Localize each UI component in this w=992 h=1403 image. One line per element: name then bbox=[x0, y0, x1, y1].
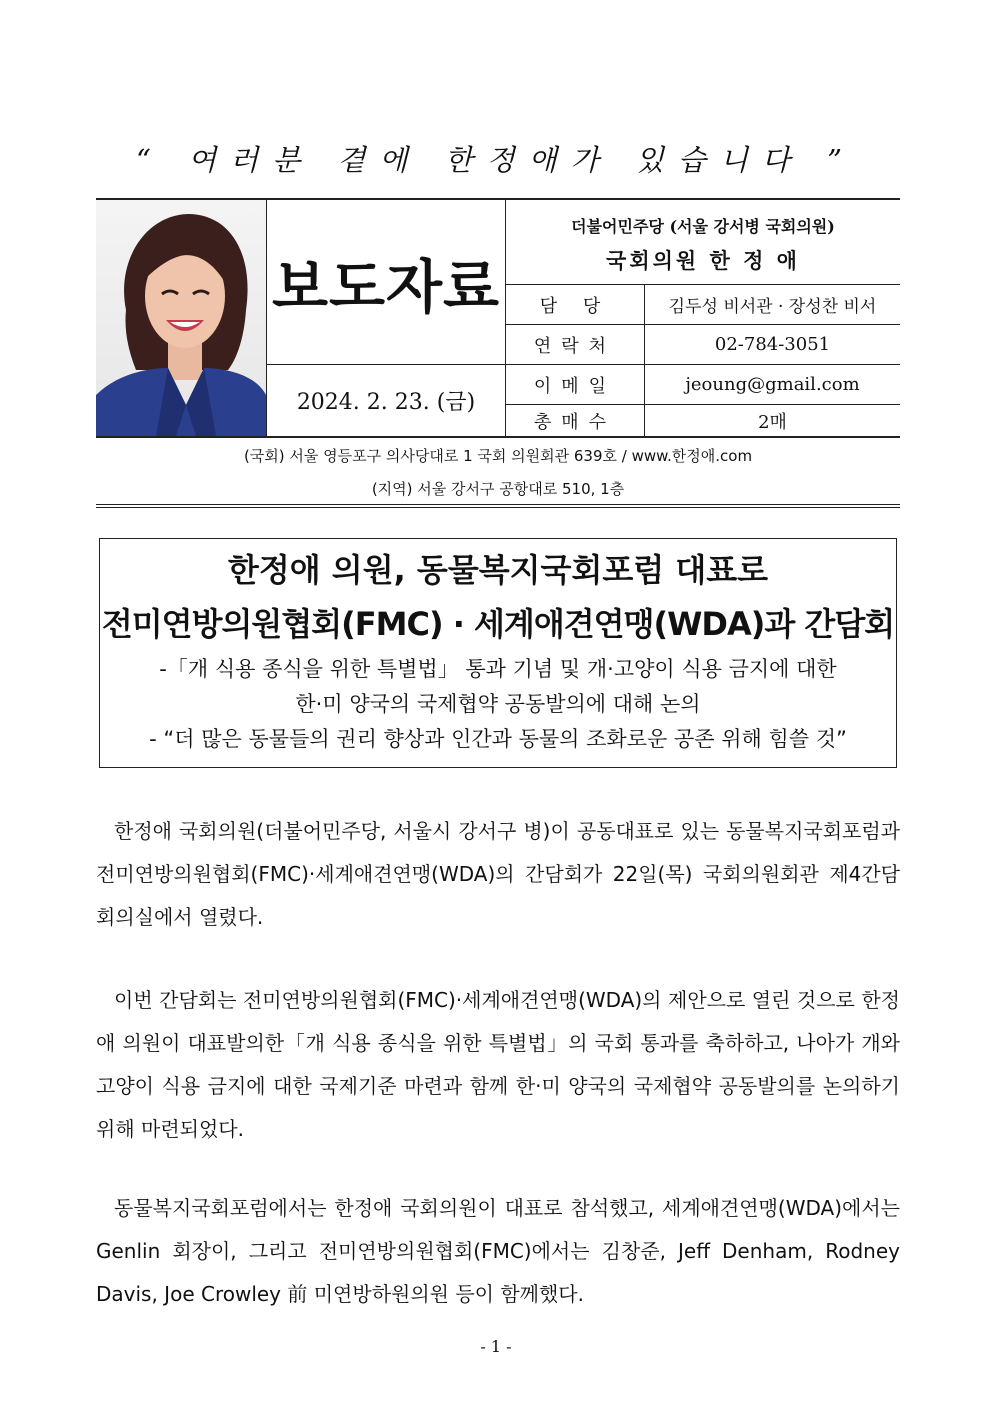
headline-box bbox=[99, 538, 897, 768]
info-value: 김두성 비서관 · 장성찬 비서 bbox=[668, 297, 877, 317]
info-row-page-count bbox=[506, 405, 900, 436]
info-label: 총매수 bbox=[506, 405, 645, 436]
subheadline-3: - “더 많은 동물들의 권리 향상과 인간과 동물의 조화로운 공존 위해 힘쓸 것” bbox=[149, 727, 847, 751]
info-label: 연락처 bbox=[506, 325, 645, 364]
info-label: 이메일 bbox=[506, 365, 645, 404]
body-paragraph-3: 동물복지국회포럼에서는 한정애 국회의원이 대표로 참석했고, 세계애견연맹(WDA)에서는 Genlin 회장이, 그리고 전미연방의원협회(FMC)에서는 김창준, Jeff Denham, Rodney Davis, Joe Crowley 前 미연방하원의원 등이 함께했다. bbox=[96, 1196, 900, 1306]
address-local-office: (지역) 서울 강서구 공항대로 510, 1층 bbox=[371, 480, 625, 498]
subheadline-1: -「개 식용 종식을 위한 특별법」 통과 기념 및 개·고양이 식용 금지에 대한 bbox=[159, 657, 837, 681]
address-national-assembly: (국회) 서울 영등포구 의사당대로 1 국회 의원회관 639호 / www.한정애.com bbox=[243, 447, 753, 465]
headline-line-2: 전미연방의원협회(FMC) · 세계애견연맹(WDA)과 간담회 bbox=[101, 605, 895, 643]
info-value: jeoung@gmail.com bbox=[685, 374, 860, 395]
info-row-email bbox=[506, 365, 900, 405]
info-value: 02-784-3051 bbox=[714, 334, 831, 355]
slogan: “ 여러분 곁에 한정애가 있습니다 ” bbox=[136, 143, 856, 177]
info-label: 담 당 bbox=[506, 285, 645, 324]
info-row-contact-person bbox=[506, 285, 900, 325]
portrait-image bbox=[96, 200, 266, 436]
subheadline-2: 한·미 양국의 국제협약 공동발의에 대해 논의 bbox=[295, 692, 701, 716]
party-affiliation: 더불어민주당 (서울 강서병 국회의원) bbox=[571, 217, 835, 236]
body-paragraph-2: 이번 간담회는 전미연방의원협회(FMC)·세계애견연맹(WDA)의 제안으로 열린 것으로 한정애 의원이 대표발의한「개 식용 종식을 위한 특별법」의 국회 통과를 축하하고, 나아가 개와 고양이 식용 금지에 대한 국제기준 마련과 함께 한·미 양국의 국제협약 공동발의를 논의하기 위해 마련되었다. bbox=[96, 988, 900, 1141]
divider bbox=[96, 437, 900, 438]
info-value: 2매 bbox=[758, 411, 787, 433]
divider bbox=[96, 507, 900, 508]
release-date: 2024. 2. 23. (금) bbox=[267, 365, 506, 436]
press-release-header bbox=[96, 198, 900, 438]
divider bbox=[96, 504, 900, 505]
press-release-title: 보도자료 bbox=[271, 253, 501, 321]
page-number: - 1 - bbox=[480, 1337, 512, 1356]
party-cell bbox=[506, 200, 900, 285]
member-portrait bbox=[96, 200, 267, 436]
headline-line-1: 한정애 의원, 동물복지국회포럼 대표로 bbox=[227, 551, 769, 589]
title-cell bbox=[267, 200, 506, 365]
member-name: 국회의원 한 정 애 bbox=[606, 248, 800, 273]
info-row-phone bbox=[506, 325, 900, 365]
body-paragraph-1: 한정애 국회의원(더불어민주당, 서울시 강서구 병)이 공동대표로 있는 동물복지국회포럼과 전미연방의원협회(FMC)·세계애견연맹(WDA)의 간담회가 22일(목) 국회의원회관 제4간담회의실에서 열렸다. bbox=[96, 819, 900, 929]
